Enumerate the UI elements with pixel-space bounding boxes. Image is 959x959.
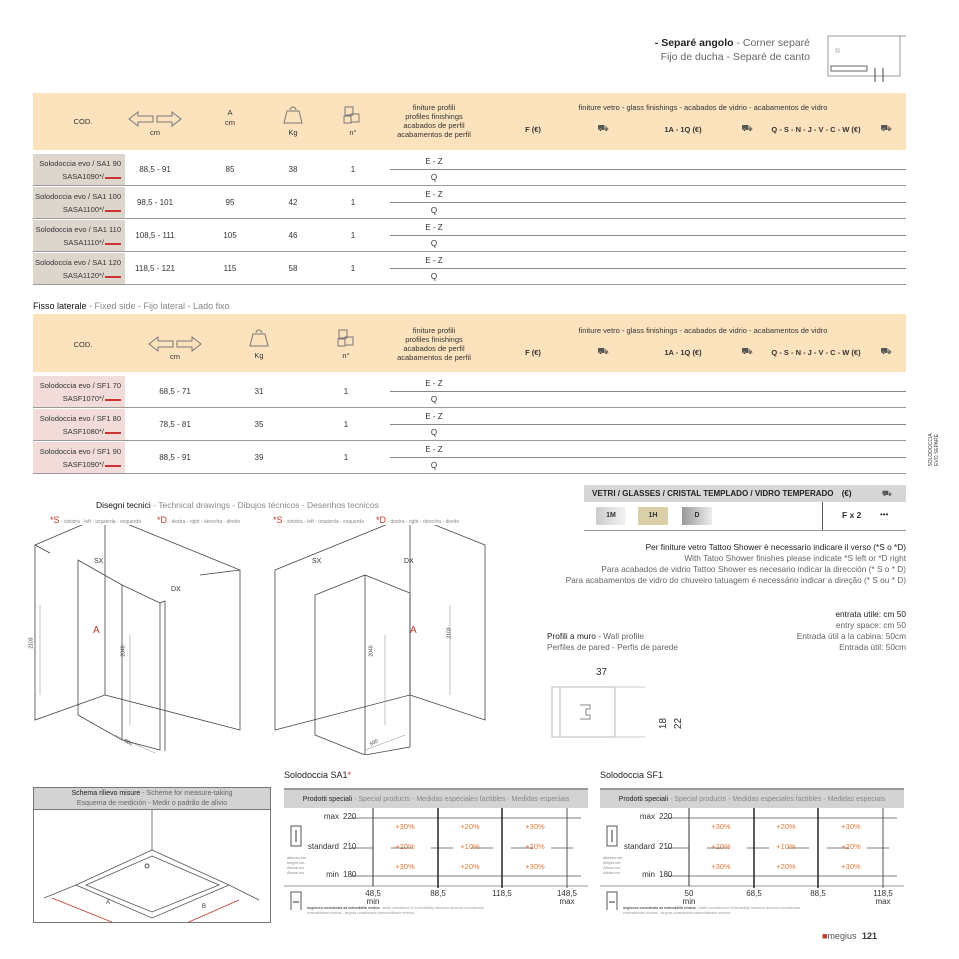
dim-37: 37 [596,667,608,678]
col-cod: COD. [73,117,93,126]
truck-icon: ⛟ [880,346,892,356]
code-cell: Solodoccia evo / SA1 100 SASA1100*/ [33,187,125,218]
col-n: n° [349,128,357,137]
kg-cell: 58 [288,264,298,273]
dx-label: DX [404,558,414,565]
fx2-label: F x 2 [842,510,862,520]
width-value: 88,5 [810,889,826,898]
a-label: A [410,625,417,636]
kg-cell: 39 [254,453,264,462]
sx-label: SX [312,558,322,565]
table-row [33,409,906,441]
legend-d-left: *D - destra - right - derecha - direito [157,515,241,525]
truck-icon: ⛟ [880,123,892,133]
dots-label: ••• [880,510,889,519]
legend-d-right: *D - destra - right - derecha - direito [376,515,460,525]
profile-finishes: E - Z Q [390,187,906,218]
col-kg: Kg [288,128,298,137]
width-cell: 88,5 - 91 [139,165,171,174]
weight-icon [249,328,269,348]
footer: ■megius 121 [822,931,877,941]
table-row [33,154,906,186]
code-cell: Solodoccia evo / SA1 120 SASA1120*/ [33,253,125,284]
label-max: max [323,812,339,821]
a-cell: 105 [223,231,237,240]
truck-icon: ⛟ [741,123,753,133]
percent-value: +10% [776,842,796,851]
truck-icon: ⛟ [597,346,609,356]
code-cell: Solodoccia evo / SF1 70 SASF1070*/ [33,376,125,407]
n-cell: 1 [350,264,356,273]
height-value: 210 [659,842,673,851]
kg-cell: 35 [254,420,264,429]
legend-s-right: *S - sinistra - left - izquierda - esquerda [273,515,364,525]
label-min-width: min [366,897,380,906]
height-2103: 2103 [28,637,35,649]
percent-value: +20% [460,862,480,871]
truck-icon: ⛟ [741,346,753,356]
code-cell: Solodoccia evo / SF1 80 SASF1080*/ [33,409,125,440]
drawings-title: Disegni tecnici - Technical drawings - Dibujos técnicos - Desenhos tecnicos [96,500,379,510]
col-f: F (€) [525,348,541,357]
width-500: 500 [369,738,380,748]
col-f: F (€) [525,125,541,134]
table-row [33,220,906,252]
glass-title: VETRI / GLASSES / CRISTAL TEMPLADO / VIDRO TEMPERADO [592,489,834,498]
profile-finishes: E - Z Q [390,409,906,440]
col-cm: cm [150,128,160,137]
dim-18: 18 [658,717,670,730]
height-caption: altezza cm. height cm. Altura cm. Altura cm. [287,855,308,875]
percent-value: +30% [841,862,861,871]
weight-icon [283,105,303,125]
dim-b: B [202,904,207,910]
height-2103: 2103 [446,627,453,639]
table1-header [33,93,906,150]
col-qs: Q - S - N - J - V - C - W (€) [771,125,861,134]
height-value: 180 [343,870,357,879]
side-label-2: EVO SEPARÉ [934,434,940,466]
truck-icon: ⛟ [597,123,609,133]
width-cell: 108,5 - 111 [135,231,175,240]
percent-value: +30% [395,822,415,831]
col-qs: Q - S - N - J - V - C - W (€) [771,348,861,357]
side-label-1: SOLODOCCIA [928,433,934,467]
height-value: 220 [659,812,673,821]
packages-icon [343,105,361,125]
kg-cell: 38 [288,165,298,174]
width-value: 148,5 [556,889,578,898]
dim-a: A [106,900,111,906]
table-row [33,376,906,408]
percent-value: +20% [460,822,480,831]
technical-drawing-left [30,525,260,755]
label-max-width: max [559,897,575,906]
width-caption: larghezza considerata ad estensibilità minima - width considered to Extensibility minimum anchura considerada extensibilidad mínima - largura considerada extensibilidade mínima [307,906,484,915]
percent-value: +20% [711,842,731,851]
width-cell: 98,5 - 101 [136,198,174,207]
profile-finishes: E - Z Q [390,442,906,473]
side-label [928,430,940,470]
table-row [33,442,906,474]
tattoo-note: Per finiture vetro Tattoo Shower è necessario indicare il verso (*S o *D) With Tatoo Shower finishes please indicate *S left or *D right Para acabados de vidrio Tattoo Shower es necesario indicar la dirección (* S o * D) Para acabamentos de vidro do chuveiro tatuagem é necessário indicar a direção (* S ou * D) [565,542,906,585]
height-caption: altezza cm. height cm. Altura cm. Altura cm. [603,855,624,875]
kg-cell: 31 [254,387,264,396]
label-max-width: max [875,897,891,906]
n-cell: 1 [350,165,356,174]
special-title: Solodoccia SF1 [600,770,664,780]
profile-finishes: E - Z Q [390,154,906,185]
width-cell: 68,5 - 71 [159,387,191,396]
wall-profile-drawing [540,665,700,745]
dx-label: DX [171,586,181,593]
truck-icon: ⛟ [881,489,892,498]
col-fin-vetro: finiture vetro - glass finishings - acabados de vidrio - acabamentos de vidro [578,326,828,335]
width-icon [607,892,617,910]
height-value: 210 [343,842,357,851]
width-cell: 88,5 - 91 [159,453,191,462]
code-cell: Solodoccia evo / SA1 110 SASA1110*/ [33,220,125,251]
width-arrows-icon [128,111,182,127]
label-min: min [326,870,339,879]
percent-value: +10% [460,842,480,851]
special-products-sa1 [281,770,591,915]
col-cod: COD. [73,340,93,349]
profile-finishes: E - Z Q [390,253,906,284]
table-row [33,187,906,219]
width-cell: 118,5 - 121 [135,264,175,273]
percent-value: +30% [525,862,545,871]
height-2040: 2040 [368,645,375,657]
sx-label: SX [94,558,104,565]
percent-value: +20% [841,842,861,851]
col-fin-profili: finiture profili profiles finishings acabados de perfil acabamentos de perfil [397,326,471,362]
fixed-side-title: Fisso laterale - Fixed side - Fijo lateral - Lado fixo [33,301,230,311]
percent-value: +30% [525,822,545,831]
brand-logo-icon: ■ [822,931,828,941]
width-arrows-icon [148,336,202,352]
n-cell: 1 [350,231,356,240]
percent-value: +30% [711,822,731,831]
col-cm: cm [170,352,180,361]
col-fin-profili: finiture profili profiles finishings acabados de perfil acabamentos de perfil [397,103,471,139]
col-a-cm: cm [225,118,235,127]
width-value: 88,5 [430,889,446,898]
special-bar: Prodotti speciali - Special products - Medidas especiales factibles - Medidas especiais [600,788,904,808]
special-bar: Prodotti speciali - Special products - Medidas especiales factibles - Medidas especiais [284,788,588,808]
width-value: 68,5 [746,889,762,898]
kg-cell: 42 [288,198,298,207]
title-line2: Fijo de ducha - Separé de canto [660,51,810,63]
width-value: 50 [684,889,694,898]
width-value: 48,5 [365,889,381,898]
percent-value: +20% [776,822,796,831]
glass-panel [584,485,906,531]
a-label: A [93,625,100,636]
glass-swatch-1m[interactable]: 1M [596,507,626,525]
width-caption: larghezza considerata ad estensibilità minima - width considered to Extensibility minimum anchura considerada extensibilidad mínima - largura considerada extensibilidade mínima [623,906,800,915]
special-title: Solodoccia SA1* [284,770,352,780]
legend-s-left: *S - sinistra - left - izquierda - esquerda [50,515,141,525]
percent-value: +30% [841,822,861,831]
label-max: max [639,812,655,821]
corner-separe-icon [826,34,908,84]
table-row [33,253,906,285]
n-cell: 1 [343,453,349,462]
n-cell: 1 [343,420,349,429]
percent-value: +20% [525,842,545,851]
dim-22: 22 [673,717,685,730]
label-standard: standard [623,842,655,851]
width-500: 500 [123,738,134,748]
height-2040: 2040 [120,645,127,657]
glass-swatch-1h[interactable]: 1H [638,507,668,525]
title-bold: - Separé angolo [654,37,734,49]
col-1a: 1A - 1Q (€) [664,348,702,357]
height-value: 220 [343,812,357,821]
width-cell: 78,5 - 81 [159,420,191,429]
special-products-sf1 [597,770,907,915]
height-value: 180 [659,870,673,879]
a-cell: 115 [223,264,237,273]
label-min-width: min [682,897,696,906]
col-kg: Kg [254,351,264,360]
code-cell: Solodoccia evo / SA1 90 SASA1090*/ [33,154,125,185]
percent-value: +30% [711,862,731,871]
col-fin-vetro: finiture vetro - glass finishings - acabados de vidrio - acabamentos de vidro [578,103,828,112]
width-value: 118,5 [873,889,893,898]
euro-label: (€) [841,489,852,498]
profile-finishes: E - Z Q [390,220,906,251]
width-icon [291,892,301,910]
title-rest: - Corner separé [733,37,810,49]
col-1a: 1A - 1Q (€) [664,125,702,134]
entry-note: entrata utile: cm 50 entry space: cm 50 Entrada útil a la cabina: 50cm Entrada útil: 50cm [796,609,906,652]
label-standard: standard [307,842,339,851]
glass-swatch-d[interactable]: D [682,507,712,525]
label-min: min [642,870,655,879]
percent-value: +20% [395,842,415,851]
n-cell: 1 [343,387,349,396]
a-cell: 85 [225,165,235,174]
measure-scheme: Schema rilievo misure - Scheme for measure-taking Esquema de medición - Medir o padrão de alivio A B [33,787,271,923]
kg-cell: 46 [288,231,298,240]
a-cell: 95 [225,198,235,207]
shower-tray-drawing [34,810,270,922]
profile-finishes: E - Z Q [390,376,906,407]
table2-header [33,314,906,372]
percent-value: +30% [395,862,415,871]
product-title [630,36,810,64]
width-value: 118,5 [492,889,512,898]
n-cell: 1 [350,198,356,207]
technical-drawing-right [270,525,500,755]
code-cell: Solodoccia evo / SF1 90 SASF1090*/ [33,442,125,473]
percent-value: +20% [776,862,796,871]
col-a: A [227,108,233,117]
col-n: n° [342,351,350,360]
wall-profile-note: Profili a muro - Wall profile Perfiles de pared - Perfis de parede [547,631,678,652]
packages-icon [337,328,355,348]
